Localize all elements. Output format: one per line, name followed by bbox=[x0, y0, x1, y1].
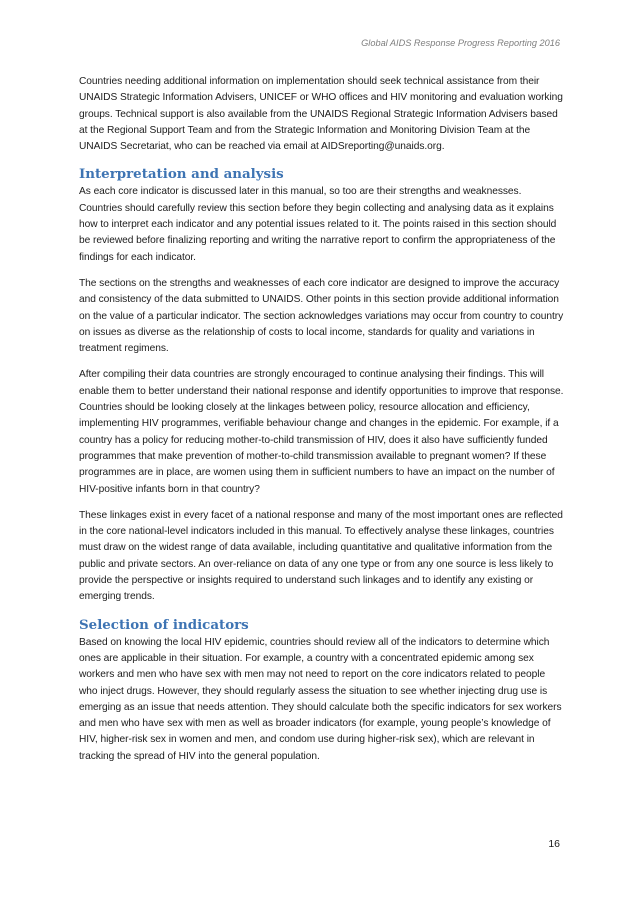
page-number: 16 bbox=[548, 838, 560, 850]
interpretation-paragraph-1: As each core indicator is discussed later in this manual, so too are their strengths and weaknesses. Countries should carefully review this section before they begin collecting and analysing data as it explains how to interpret each indicator and any potential issues related to it. The points raised in this section should be reviewed before finalizing reporting and writing the narrative report to confirm the appropriateness of the findings for each indicator. bbox=[79, 186, 557, 263]
interpretation-paragraph-4: These linkages exist in every facet of a national response and many of the most important ones are reflected in the core national-level indicators included in this manual. To effectively analyse these linkages, countries must draw on the widest range of data available, including quantitative and qualitative information from the public and private sectors. An over-reliance on data of any one type or from any one source is less likely to provide the perspective or insights required to understand such linkages and to identify any existing or emerging trends. bbox=[79, 509, 563, 603]
section-heading-interpretation: Interpretation and analysis bbox=[79, 166, 284, 183]
selection-paragraph-1: Based on knowing the local HIV epidemic, countries should review all of the indicators to determine which ones are applicable in their situation. For example, a country with a concentrated epidemic among sex workers and men who have sex with men may not need to report on the core indicators related to people who inject drugs. However, they should regularly assess the situation to see whether injecting drug use is emerging as an issue that needs attention. They should calculate both the specific indicators for sex workers and men who have sex with men as well as broader indicators (for example, young people’s knowledge of HIV, higher-risk sex in women and men, and condom use during higher-risk sex), which are relevant in tracking the spread of HIV into the general population. bbox=[79, 636, 562, 762]
section-heading-selection: Selection of indicators bbox=[79, 616, 249, 633]
page-content bbox=[79, 74, 565, 775]
interpretation-paragraph-2: The sections on the strengths and weaknesses of each core indicator are designed to improve the accuracy and consistency of the data submitted to UNAIDS. Other points in this section provide additional information on the value of a particular indicator. The section acknowledges variations may occur from country to country on issues as diverse as the relationship of costs to local income, standards for quality and variations in treatment regimens. bbox=[79, 277, 564, 355]
interpretation-paragraph-3: After compiling their data countries are strongly encouraged to continue analysing their findings. This will enable them to better understand their national response and identify opportunities to improve that response. Countries should be looking closely at the linkages between policy, resource allocation and efficiency, implementing HIV programmes, verifiable behaviour change and changes in the epidemic. For example, if a country has a policy for reducing mother-to-child transmission of HIV, does it also have sufficiently funded programmes that make prevention of mother-to-child transmission available to pregnant women? If these programmes are in place, are women using them in sufficient numbers to have an impact on the number of HIV-positive infants born in that country? bbox=[79, 369, 564, 495]
running-header: Global AIDS Response Progress Reporting 2016 bbox=[361, 38, 560, 48]
intro-paragraph: Countries needing additional information on implementation should seek technical assistance from their UNAIDS Strategic Information Advisers, UNICEF or WHO offices and HIV monitoring and evaluation working groups. Technical support is also available from the UNAIDS Regional Strategic Information Advisers based at the Regional Support Team and from the Strategic Information and Monitoring Division Team at the UNAIDS Secretariat, who can be reached via email at AIDSreporting@unaids.org. bbox=[79, 76, 563, 153]
